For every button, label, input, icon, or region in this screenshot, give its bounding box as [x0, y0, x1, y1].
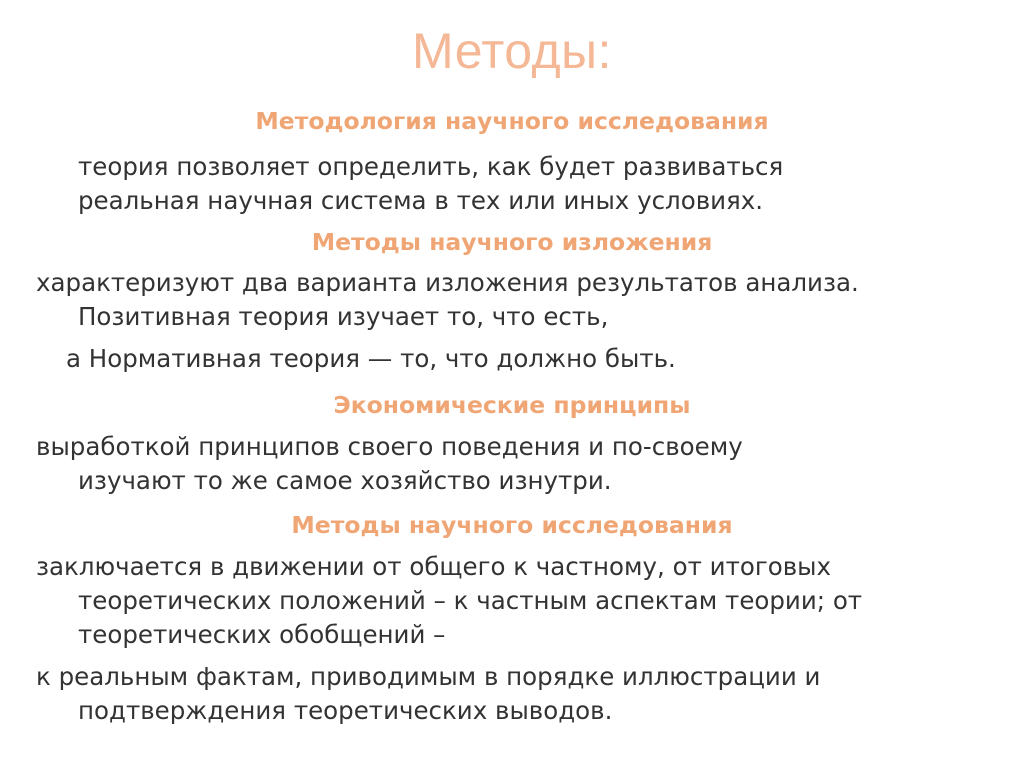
section-line: подтверждения теоретических выводов. [78, 696, 613, 725]
section-line: а Нормативная теория — то, что должно быть. [66, 344, 676, 373]
section-line: характеризуют два варианта изложения результатов анализа. [36, 268, 859, 297]
section-heading-methodology: Методология научного исследования [255, 107, 769, 135]
section-line: к реальным фактам, приводимым в порядке иллюстрации и [36, 662, 821, 691]
section-heading-principles: Экономические принципы [333, 391, 691, 419]
section-line: теоретических положений – к частным аспектам теории; от [78, 586, 863, 615]
slide-title: Методы: [412, 23, 612, 79]
section-line: изучают то же самое хозяйство изнутри. [78, 466, 612, 495]
section-line: заключается в движении от общего к частному, от итоговых [36, 552, 831, 581]
section-line: теория позволяет определить, как будет развиваться [78, 152, 784, 181]
section-line: выработкой принципов своего поведения и по-своему [36, 432, 743, 461]
section-line: теоретических обобщений – [78, 620, 446, 649]
section-heading-exposition: Методы научного изложения [311, 228, 713, 256]
section-heading-research: Методы научного исследования [291, 511, 733, 539]
section-line: Позитивная теория изучает то, что есть, [78, 302, 609, 331]
section-line: реальная научная система в тех или иных условиях. [78, 186, 764, 215]
